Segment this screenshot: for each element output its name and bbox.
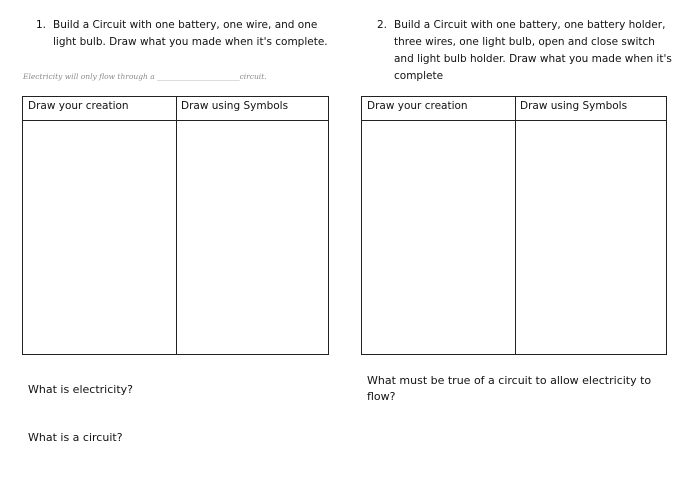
fill-in-the-blank-sentence: Electricity will only flow through a ______________________circuit. (23, 72, 267, 81)
question-what-is-electricity: What is electricity? (28, 383, 133, 396)
table-header-divider (362, 120, 666, 121)
instruction-1 (36, 17, 336, 51)
instruction-2-text: Build a Circuit with one battery, one battery holder, three wires, one light bulb, open and close switch and light bulb holder. Draw what you made when it's complete (394, 19, 672, 82)
question-what-is-circuit: What is a circuit? (28, 431, 123, 444)
drawing-table-1 (22, 96, 329, 355)
instruction-1-text: Build a Circuit with one battery, one wire, and one light bulb. Draw what you made when it's complete. (53, 19, 328, 48)
instruction-2-number: 2. (377, 19, 388, 31)
table-column-divider (515, 97, 516, 354)
table-column-divider (176, 97, 177, 354)
instruction-1-number: 1. (36, 19, 47, 31)
column-header-draw-symbols: Draw using Symbols (520, 100, 628, 112)
drawing-table-2 (361, 96, 667, 355)
column-header-draw-symbols: Draw using Symbols (181, 100, 289, 112)
column-header-draw-creation: Draw your creation (367, 100, 468, 112)
column-header-draw-creation: Draw your creation (28, 100, 129, 112)
question-circuit-flow-condition: What must be true of a circuit to allow electricity to flow? (367, 374, 652, 403)
instruction-2 (377, 17, 677, 85)
